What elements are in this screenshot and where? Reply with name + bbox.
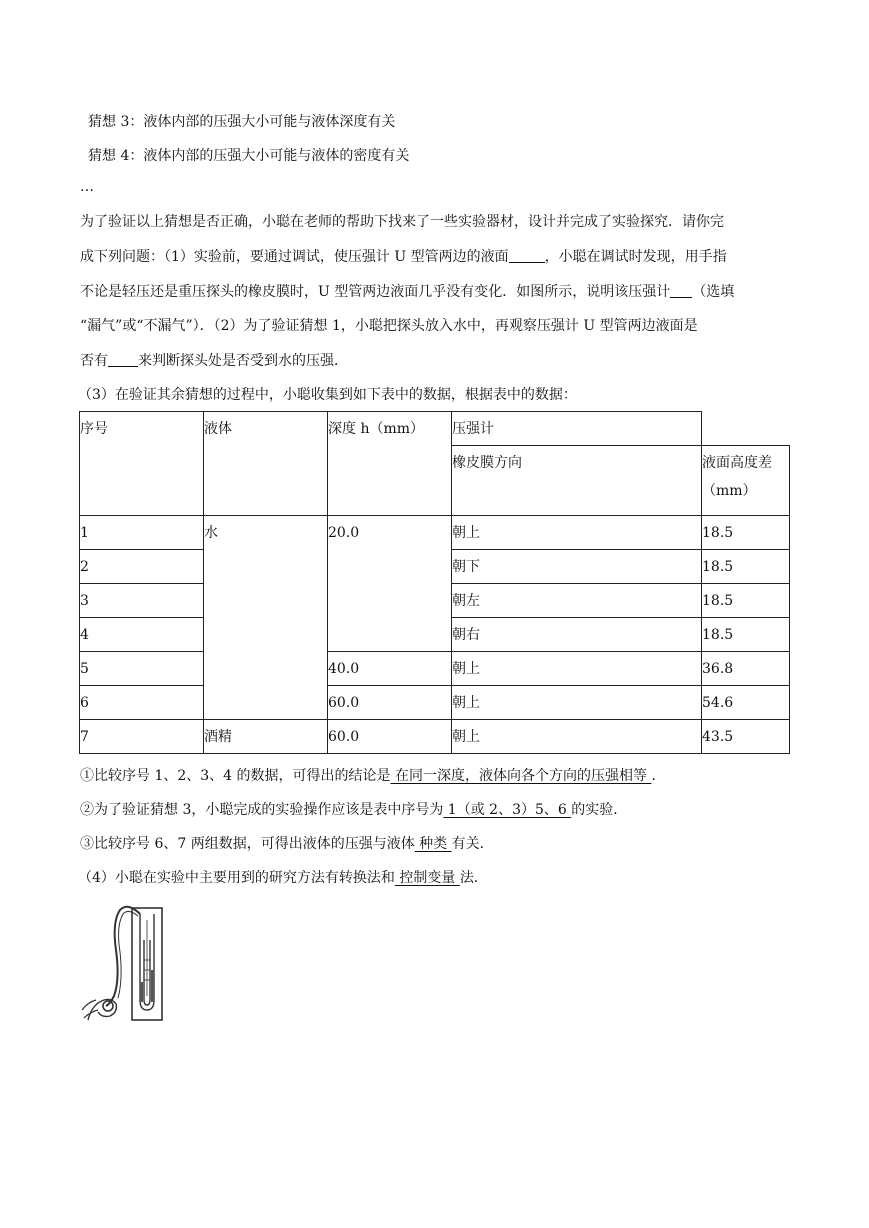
header-depth: 深度 h（mm） bbox=[328, 412, 452, 516]
data-table bbox=[79, 411, 790, 754]
header-membrane: 橡皮膜方向 bbox=[452, 446, 702, 516]
table-row: 3 朝左 18.5 bbox=[80, 584, 790, 618]
para-line-5-text-a: 否有 bbox=[80, 353, 108, 369]
para-line-3-text-b: （选填 bbox=[692, 284, 735, 300]
answer-1: ①比较序号 1、2、3、4 的数据，可得出的结论是 在同一深度，液体向各个方向的压强相等 ． bbox=[80, 768, 666, 784]
answer-3-fill: 种类 bbox=[414, 836, 452, 852]
table-row: 7 酒精 60.0 朝上 43.5 bbox=[80, 720, 790, 754]
answer-4: （4）小聪在实验中主要用到的研究方法有转换法和 控制变量 法． bbox=[78, 870, 488, 886]
para-line-5 bbox=[80, 351, 348, 371]
header-seq: 序号 bbox=[80, 412, 204, 516]
header-diff: 液面高度差 （mm） bbox=[702, 446, 790, 516]
para-line-5-text-b: 来判断探头处是否受到水的压强． bbox=[138, 353, 348, 369]
para-line-2 bbox=[80, 247, 727, 267]
guess-3: 猜想 3：液体内部的压强大小可能与液体深度有关 bbox=[88, 114, 396, 130]
para-line-2-text-b: ，小聪在调试时发现，用手指 bbox=[544, 249, 727, 265]
answer-1-fill: 在同一深度，液体向各个方向的压强相等 bbox=[390, 768, 652, 784]
guess-4: 猜想 4：液体内部的压强大小可能与液体的密度有关 bbox=[88, 148, 410, 164]
header-gauge: 压强计 bbox=[452, 412, 702, 446]
para-line-3 bbox=[80, 282, 734, 302]
answer-4-fill: 控制变量 bbox=[394, 870, 460, 886]
header-liquid: 液体 bbox=[204, 412, 328, 516]
table-row: 1 水 20.0 朝上 18.5 bbox=[80, 516, 790, 550]
para-line-1: 为了验证以上猜想是否正确，小聪在老师的帮助下找来了一些实验器材，设计并完成了实验探究．请你完 bbox=[80, 214, 724, 230]
table-row: 5 40.0 朝上 36.8 bbox=[80, 652, 790, 686]
answer-2: ②为了验证猜想 3，小聪完成的实验操作应该是表中序号为 1（或 2、3）5、6 的实验． bbox=[80, 802, 628, 818]
answer-2-fill: 1（或 2、3）5、6 bbox=[443, 802, 572, 818]
table-row: 2 朝下 18.5 bbox=[80, 550, 790, 584]
para-line-2-text-a: 成下列问题：（1）实验前，要通过调试，使压强计 U 型管两边的液面 bbox=[80, 249, 509, 265]
blank-2 bbox=[670, 283, 692, 298]
table-row: 4 朝右 18.5 bbox=[80, 618, 790, 652]
blank-3 bbox=[108, 352, 138, 367]
header-empty bbox=[702, 412, 790, 446]
ellipsis: … bbox=[80, 179, 94, 195]
blank-1 bbox=[509, 248, 545, 263]
para-line-6: （3）在验证其余猜想的过程中，小聪收集到如下表中的数据，根据表中的数据： bbox=[78, 387, 577, 403]
para-line-4: “漏气”或“不漏气”）．（2）为了验证猜想 1，小聪把探头放入水中，再观察压强计 U 型管两边液面是 bbox=[80, 318, 698, 334]
answer-3: ③比较序号 6、7 两组数据，可得出液体的压强与液体 种类 有关． bbox=[80, 836, 494, 852]
pressure-gauge-figure bbox=[78, 900, 170, 1026]
para-line-3-text-a: 不论是轻压还是重压探头的橡皮膜时，U 型管两边液面几乎没有变化．如图所示，说明该压强计 bbox=[80, 284, 671, 300]
table-row: 6 60.0 朝上 54.6 bbox=[80, 686, 790, 720]
